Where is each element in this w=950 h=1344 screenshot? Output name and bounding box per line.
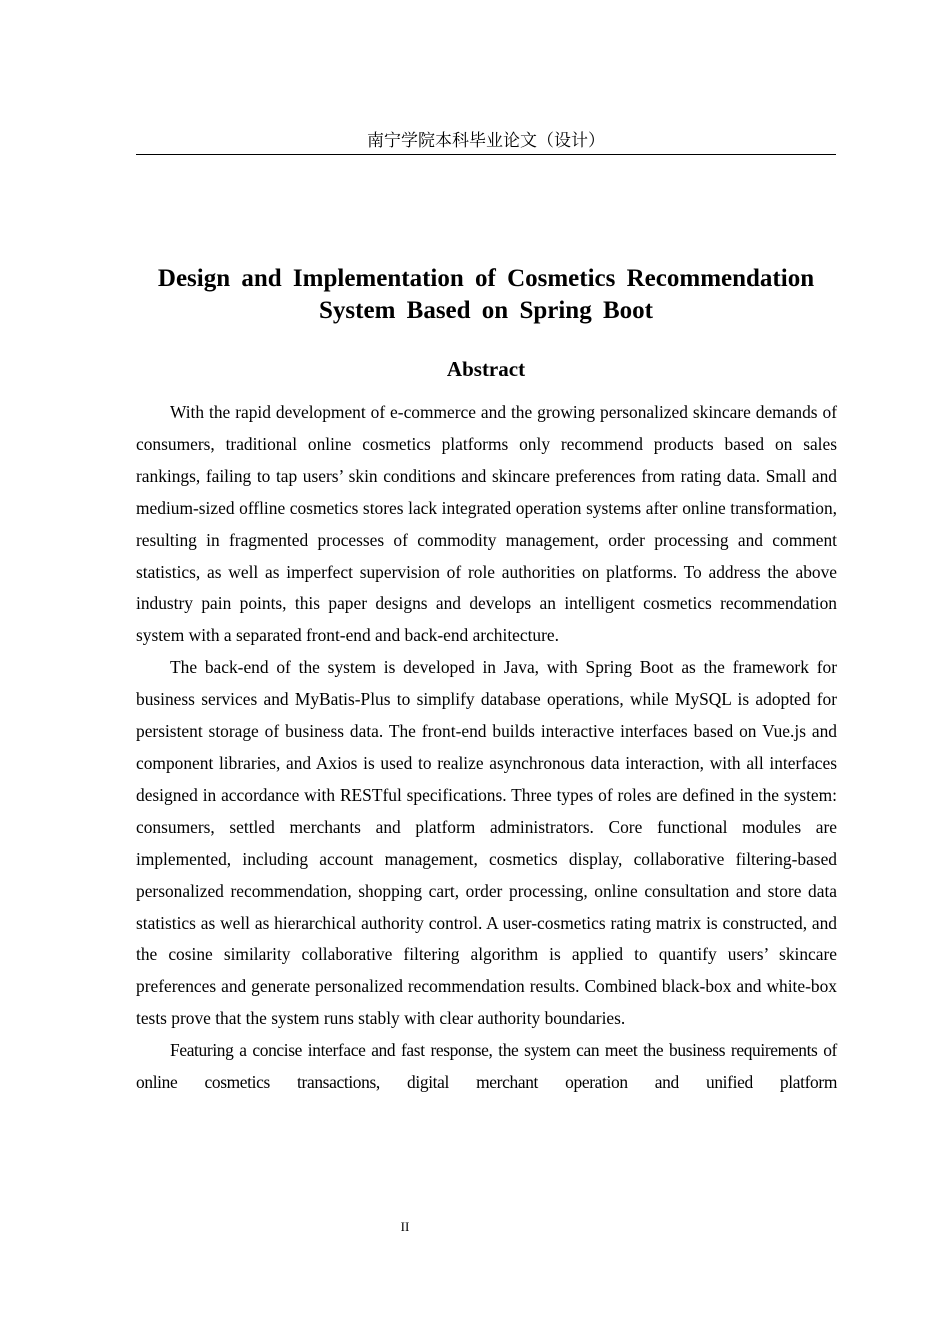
abstract-heading: Abstract [446,357,526,381]
abstract-paragraph-1: With the rapid development of e-commerce and the growing personalized skincare demands of consumers, traditional online cosmetics platforms only recommend products based on sales rankings, failing to tap users’ skin conditions and skincare preferences from rating data. Small and medium-sized offline cosmetics stores lack integrated operation systems after online transformation, resulting in fragmented processes of commodity management, order processing and comment statistics, as well as imperfect supervision of role authorities on platforms. To address the above industry pain points, this paper designs and develops an intelligent cosmetics recommendation system with a separated front-end and back-end architecture. [136,402,837,646]
paper-title-line-2: System Based on Spring Boot [319,297,653,324]
page-number: II [400,1219,410,1234]
abstract-paragraph-2: The back-end of the system is developed in Java, with Spring Boot as the framework for business services and MyBatis-Plus to simplify database operations, while MySQL is adopted for persistent storage of business data. The front-end builds interactive interfaces based on Vue.js and component libraries, and Axios is used to realize asynchronous data interaction, with all interfaces designed in accordance with RESTful specifications. Three types of roles are defined in the system: consumers, settled merchants and platform administrators. Core functional modules are implemented, including account management, cosmetics display, collaborative filtering-based personalized recommendation, shopping cart, order processing, online consultation and store data statistics as well as hierarchical authority control. A user-cosmetics rating matrix is constructed, and the cosine similarity collaborative filtering algorithm is applied to quantify users’ skincare preferences and generate personalized recommendation results. Combined black-box and white-box tests prove that the system runs stably with clear authority boundaries. [136,657,837,1029]
abstract-paragraph-3: Featuring a concise interface and fast response, the system can meet the business requirements of online cosmetics transactions, digital merchant operation and unified platform [136,1040,837,1093]
header-divider [136,154,836,155]
abstract-body [136,397,837,1099]
paper-title-line-1: Design and Implementation of Cosmetics Recommendation [157,265,815,292]
running-header: 南宁学院本科毕业论文（设计） [367,131,605,151]
paper-title [136,263,836,327]
